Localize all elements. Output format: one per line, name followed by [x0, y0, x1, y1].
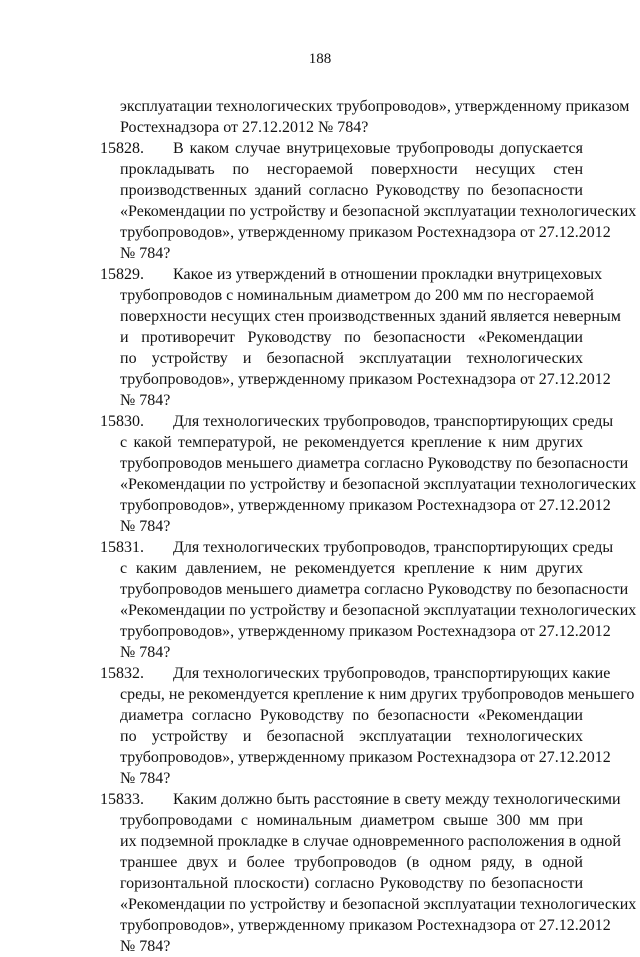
question-text-line: производственных зданий согласно Руководству по безопасности — [120, 182, 583, 199]
question-text-line: поверхности несущих стен производственных зданий является неверным — [120, 308, 621, 325]
question-text-line: Для технологических трубопроводов, транспортирующих среды — [173, 413, 614, 430]
question-text-line: с каким давлением, не рекомендуется крепление к ним других — [120, 560, 583, 577]
question-text-line: их подземной прокладке в случае одновременного расположения в одной — [120, 833, 621, 850]
question-text-line: Для технологических трубопроводов, транспортирующих среды — [173, 539, 614, 556]
question-number: 15833. — [100, 791, 144, 808]
question-number: 15829. — [100, 266, 144, 283]
continuation-line: эксплуатации технологических трубопроводов», утвержденному приказом — [120, 98, 630, 115]
question-text-line: трубопроводов», утвержденному приказом Ростехнадзора от 27.12.2012 — [120, 497, 611, 514]
question-text-line: Для технологических трубопроводов, транспортирующих какие — [173, 665, 611, 682]
question-text-line: Каким должно быть расстояние в свету между технологическими — [173, 791, 621, 808]
question-text-line: диаметра согласно Руководству по безопасности «Рекомендации — [120, 707, 583, 724]
question-text-line: трубопроводов меньшего диаметра согласно Руководству по безопасности — [120, 581, 629, 598]
question-text-line: по устройству и безопасной эксплуатации технологических — [120, 350, 583, 367]
question-text-line: прокладывать по несгораемой поверхности несущих стен — [120, 161, 583, 178]
question-text-line: по устройству и безопасной эксплуатации технологических — [120, 728, 583, 745]
question-text-line: трубопроводов», утвержденному приказом Ростехнадзора от 27.12.2012 — [120, 224, 611, 241]
question-text-line: трубопроводов», утвержденному приказом Ростехнадзора от 27.12.2012 — [120, 917, 611, 934]
question-text-line: В каком случае внутрицеховые трубопроводы допускается — [173, 140, 583, 157]
question-text-line: горизонтальной плоскости) согласно Руководству по безопасности — [120, 875, 583, 892]
question-number: 15831. — [100, 539, 144, 556]
question-text-line: среды, не рекомендуется крепление к ним других трубопроводов меньшего — [120, 686, 635, 703]
question-text-line: № 784? — [120, 938, 171, 955]
continuation-line: Ростехнадзора от 27.12.2012 № 784? — [120, 119, 369, 136]
question-text-line: «Рекомендации по устройству и безопасной эксплуатации технологических — [120, 896, 637, 913]
question-text-line: «Рекомендации по устройству и безопасной эксплуатации технологических — [120, 203, 637, 220]
question-text-line: «Рекомендации по устройству и безопасной эксплуатации технологических — [120, 476, 637, 493]
question-text-line: № 784? — [120, 644, 171, 661]
question-text-line: № 784? — [120, 770, 171, 787]
question-number: 15830. — [100, 413, 144, 430]
question-number: 15832. — [100, 665, 144, 682]
question-text-line: траншее двух и более трубопроводов (в одном ряду, в одной — [120, 854, 583, 871]
question-text-line: с какой температурой, не рекомендуется крепление к ним других — [120, 434, 583, 451]
question-text-line: № 784? — [120, 245, 171, 262]
question-text-line: трубопроводов меньшего диаметра согласно Руководству по безопасности — [120, 455, 629, 472]
question-text-line: № 784? — [120, 392, 171, 409]
question-text-line: и противоречит Руководству по безопасности «Рекомендации — [120, 329, 583, 346]
question-number: 15828. — [100, 140, 144, 157]
question-text-line: Какое из утверждений в отношении прокладки внутрицеховых — [173, 266, 603, 283]
page-number: 188 — [308, 51, 332, 67]
question-text-line: трубопроводов», утвержденному приказом Ростехнадзора от 27.12.2012 — [120, 371, 611, 388]
question-text-line: трубопроводов», утвержденному приказом Ростехнадзора от 27.12.2012 — [120, 749, 611, 766]
question-text-line: трубопроводами с номинальным диаметром свыше 300 мм при — [120, 812, 583, 829]
question-text-line: трубопроводов», утвержденному приказом Ростехнадзора от 27.12.2012 — [120, 623, 611, 640]
question-text-line: трубопроводов с номинальным диаметром до 200 мм по несгораемой — [120, 287, 594, 304]
question-text-line: «Рекомендации по устройству и безопасной эксплуатации технологических — [120, 602, 637, 619]
question-text-line: № 784? — [120, 518, 171, 535]
